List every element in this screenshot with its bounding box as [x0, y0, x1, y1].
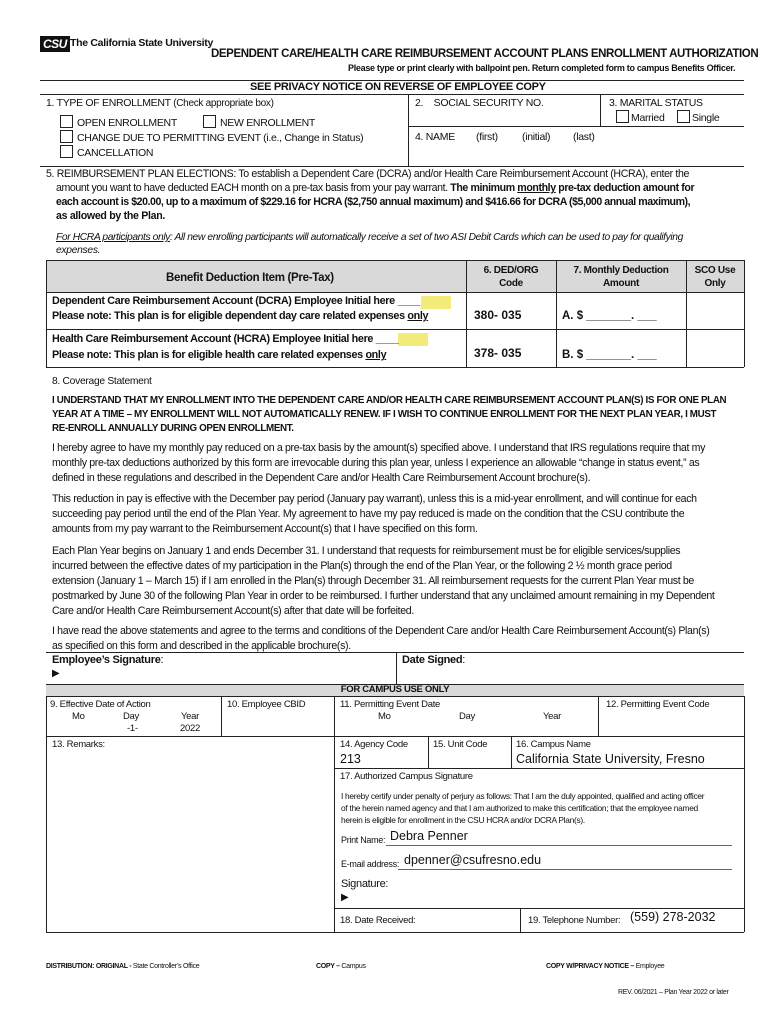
permitting-event-checkbox[interactable]	[60, 130, 73, 143]
monthly-amount-header: 7. Monthly Deduction Amount	[573, 265, 669, 289]
email-label: E-mail address:	[341, 859, 400, 869]
date-signed-label: Date Signed:	[402, 654, 466, 666]
hcra-row-note: Please note: This plan is for eligible health care related expenses only	[52, 349, 387, 361]
single-option[interactable]: Single	[677, 110, 719, 124]
coverage-caps-3: RE-ENROLL ANNUALLY DURING OPEN ENROLLMENT.	[52, 423, 294, 434]
hcra-code: 378- 035	[474, 346, 522, 360]
permitting-year: Year	[543, 711, 561, 722]
married-option[interactable]: Married	[616, 110, 665, 124]
ssn-input[interactable]	[412, 110, 596, 124]
plan-elections-line1: 5. REIMBURSEMENT PLAN ELECTIONS: To establish a Dependent Care (DCRA) and/or Health Care Reimbursement Account (HCRA), enter the	[46, 168, 690, 180]
csu-logo: CSU	[40, 36, 70, 52]
agreement-paragraph: I hereby agree to have my monthly pay reduced on a pre-tax basis by the amount(s) specified above. I understand that IRS regulations require that my monthly pre-tax deductions authorized by this form are irrevocable during this plan year, unless I experience an allowable “change in status event,” as defined in these regulations and described in the Dependent Care and/or Health Care Reimbursement Account brochure(s).	[52, 442, 706, 484]
ded-org-header: 6. DED/ORG Code	[483, 265, 539, 289]
remarks-label: 13. Remarks:	[52, 739, 105, 750]
permitting-event-code-label: 12. Permitting Event Code	[606, 699, 710, 710]
privacy-notice: SEE PRIVACY NOTICE ON REVERSE OF EMPLOYEE COPY	[250, 81, 546, 93]
hcra-initial-field[interactable]	[398, 333, 428, 346]
effective-year: Year	[181, 711, 199, 722]
benefit-item-header: Benefit Deduction Item (Pre-Tax)	[166, 272, 334, 284]
reduction-paragraph: This reduction in pay is effective with the December pay period (January pay warrant), unless this is a mid-year enrollment, and will continue for each succeeding pay period until the end of the Plan Year. My agreement to have my pay reduced is made on the condition that the CSU contribute the amounts from my pay warrant to the Reimbursement Account(s) that I have specified on this form.	[52, 493, 697, 535]
hcra-row-label: Health Care Reimbursement Account (HCRA) Employee Initial here ____	[52, 333, 399, 345]
dcra-row-label: Dependent Care Reimbursement Account (DCRA) Employee Initial here ____	[52, 295, 421, 307]
employee-signature-label: Employee’s Signature:	[52, 654, 164, 666]
distribution-original: DISTRIBUTION: ORIGINAL - State Controller’s Office	[46, 963, 200, 970]
authorized-signature-label: 17. Authorized Campus Signature	[340, 771, 473, 782]
hcra-note: For HCRA participants only: All new enrolling participants will automatically receive a set of two ASI Debit Cards which can be used to pay for qualifying	[56, 232, 683, 243]
employee-signature-arrow: ▶	[52, 668, 60, 679]
effective-day: Day	[123, 711, 139, 722]
marital-status-label: 3. MARITAL STATUS	[609, 97, 703, 109]
employee-cbid-field[interactable]	[224, 712, 332, 734]
form-instructions: Please type or print clearly with ballpoint pen. Return completed form to campus Benefits Officer.	[348, 63, 736, 73]
form-title: DEPENDENT CARE/HEALTH CARE REIMBURSEMENT ACCOUNT PLANS ENROLLMENT AUTHORIZATION	[211, 48, 759, 60]
name-initial: (initial)	[522, 131, 551, 143]
date-received-field[interactable]	[428, 912, 516, 928]
plan-year-paragraph: Each Plan Year begins on January 1 and ends December 31. I understand that requests for reimbursement must be for eligible services/supplies incurred between the effective dates of my participation in the Plan(s) through the end of the Plan Year, or the following 2 ½ month grace period extension (January 1 – March 15) if I am enrolled in the Plan(s) through December 31. All reimbursement requests for the current Plan Year must be postmarked by June 30 of the following Plan Year in order to be reimbursed. I further understand that any unclaimed amount remaining in my Dependent Care and/or Health Care Reimbursement Account(s) after that date will be forfeited.	[52, 545, 715, 617]
name-input[interactable]	[412, 145, 740, 163]
plan-elections-line4: as allowed by the Plan.	[56, 210, 166, 222]
permitting-event-option[interactable]: CHANGE DUE TO PERMITTING EVENT (i.e., Change in Status)	[60, 130, 363, 144]
agency-code-value[interactable]: 213	[340, 752, 361, 766]
name-label: 4. NAME	[415, 131, 455, 143]
name-first: (first)	[476, 131, 498, 143]
sco-use-header: SCO Use Only	[694, 265, 736, 289]
coverage-caps-2: YEAR AT A TIME – MY ENROLLMENT WILL NOT AUTOMATICALLY RENEW. IF I WISH TO CONTINUE ENROLLMENT FOR THE NEXT PLAN YEAR, I MUST	[52, 409, 717, 420]
revision-note: REV. 06/2021 – Plan Year 2022 or later	[618, 989, 729, 996]
new-enrollment-option[interactable]: NEW ENROLLMENT	[203, 115, 315, 129]
date-received-label: 18. Date Received:	[340, 915, 416, 926]
new-enrollment-checkbox[interactable]	[203, 115, 216, 128]
plan-elections-line3: each account is $20.00, up to a maximum of $229.16 for HCRA ($2,750 annual maximum) and $416.66 for DCRA ($5,000 annual maximum),	[56, 196, 691, 208]
telephone-label: 19. Telephone Number:	[528, 915, 621, 926]
married-checkbox[interactable]	[616, 110, 629, 123]
open-enrollment-option[interactable]: OPEN ENROLLMENT	[60, 115, 177, 129]
dcra-initial-field[interactable]	[421, 296, 451, 309]
distribution-copy-campus: COPY – Campus	[316, 963, 366, 970]
remarks-field[interactable]	[50, 752, 330, 928]
hcra-amount-field[interactable]: B. $ _______. ___	[562, 349, 657, 361]
open-enrollment-checkbox[interactable]	[60, 115, 73, 128]
permitting-event-date-label: 11. Permitting Event Date	[340, 699, 441, 710]
print-name-label: Print Name:	[341, 835, 386, 845]
dcra-code: 380- 035	[474, 308, 522, 322]
effective-mo: Mo	[72, 711, 85, 722]
single-checkbox[interactable]	[677, 110, 690, 123]
employee-cbid-label: 10. Employee CBID	[227, 699, 306, 710]
employee-signature-field[interactable]	[64, 666, 394, 682]
date-signed-field[interactable]	[402, 668, 738, 682]
read-statements-paragraph: I have read the above statements and agree to the terms and conditions of the Dependent Care and/or Health Care Reimbursement Account(s) Plan(s) as specified on this form and described in the applicable brochure(s).	[52, 625, 710, 652]
permitting-mo: Mo	[378, 711, 391, 722]
logo-text: The California State University	[70, 37, 213, 49]
name-last: (last)	[573, 131, 595, 143]
telephone-value[interactable]: (559) 278-2032	[630, 910, 716, 924]
plan-elections-line2: amount you want to have deducted EACH month on a pre-tax basis from your pay warrant. The minimum monthly pre-tax deduction amount for	[56, 182, 695, 194]
campus-signature-arrow: ▶	[341, 892, 349, 903]
dcra-amount-field[interactable]: A. $ _______. ___	[562, 310, 657, 322]
coverage-statement-title: 8. Coverage Statement	[52, 376, 152, 387]
campus-name-label: 16. Campus Name	[516, 739, 591, 750]
dcra-row-note: Please note: This plan is for eligible dependent day care related expenses only	[52, 310, 429, 322]
hcra-note-end: expenses.	[56, 245, 101, 256]
type-of-enrollment: 1. TYPE OF ENROLLMENT (Check appropriate box)	[46, 97, 274, 109]
campus-signature-field[interactable]	[354, 890, 734, 906]
email-value[interactable]: dpenner@csufresno.edu	[404, 853, 542, 867]
effective-date-label: 9. Effective Date of Action	[50, 699, 151, 710]
cancellation-option[interactable]: CANCELLATION	[60, 145, 153, 159]
print-name-value[interactable]: Debra Penner	[390, 829, 468, 843]
campus-signature-label: Signature:	[341, 878, 389, 890]
distribution-copy-employee: COPY W/PRIVACY NOTICE – Employee	[546, 963, 665, 970]
permitting-day: Day	[459, 711, 475, 722]
effective-day-value[interactable]: -1-	[127, 723, 138, 734]
coverage-caps-1: I UNDERSTAND THAT MY ENROLLMENT INTO THE DEPENDENT CARE AND/OR HEALTH CARE REIMBURSEMENT ACCOUNT PLAN(S) IS FOR ONE PLAN	[52, 395, 727, 406]
certification-text: I hereby certify under penalty of perjury as follows: That I am the duly appointed, qualified and acting officer of the herein named agency and that I am authorized to make this certification; that the employee named herein is eligible for enrollment in the CSU HCRA and/or DCRA Plan(s).	[341, 791, 705, 825]
ssn-label: 2. SOCIAL SECURITY NO.	[415, 97, 544, 109]
campus-name-value[interactable]: California State University, Fresno	[516, 752, 705, 766]
cancellation-checkbox[interactable]	[60, 145, 73, 158]
agency-code-label: 14. Agency Code	[340, 739, 408, 750]
effective-year-value[interactable]: 2022	[180, 723, 200, 734]
campus-use-banner: FOR CAMPUS USE ONLY	[340, 684, 450, 695]
unit-code-label: 15. Unit Code	[433, 739, 488, 750]
